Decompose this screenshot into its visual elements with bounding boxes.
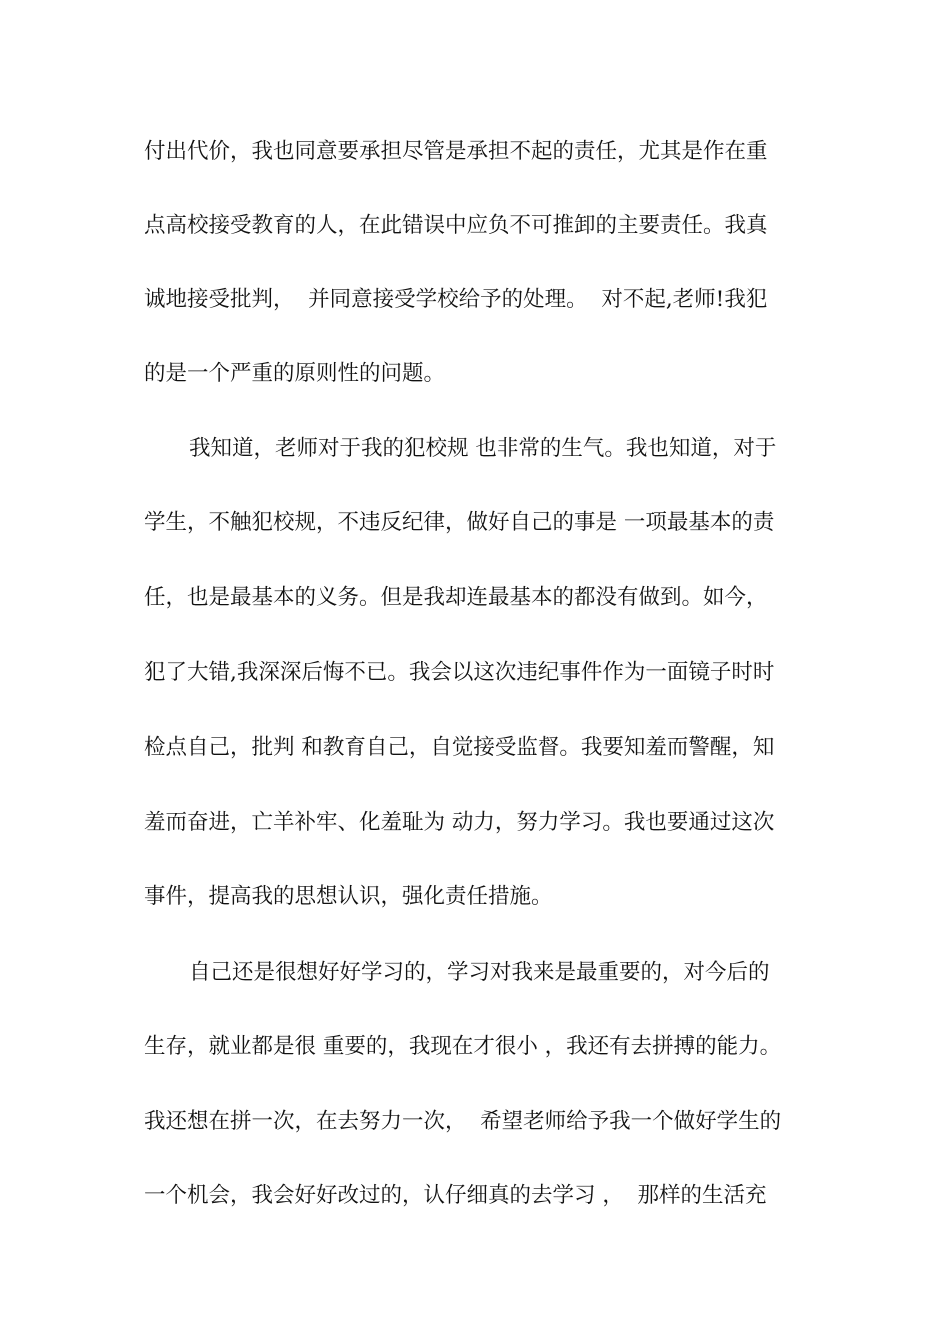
text-line: 点高校接受教育的人，在此错误中应负不可推卸的主要责任。我真 <box>144 213 768 238</box>
text-line: 一个机会，我会好好改过的，认仔细真的去学习 ， 那样的生活充 <box>144 1183 767 1208</box>
text-line: 生存，就业都是很 重要的，我现在才很小 ，我还有去拼搏的能力。 <box>144 1034 782 1059</box>
text-line: 羞而奋进，亡羊补牢、化羞耻为 动力，努力学习。我也要通过这次 <box>144 810 775 835</box>
text-line: 任，也是最基本的义务。但是我却连最基本的都没有做到。如今， <box>144 585 768 610</box>
text-line: 犯了大错,我深深后悔不已。我会以这次违纪事件作为一面镜子时时 <box>144 660 775 685</box>
paragraph-first-line: 我知道，老师对于我的犯校规 也非常的生气。我也知道，对于 <box>189 436 777 461</box>
text-line: 的是一个严重的原则性的问题。 <box>144 361 446 386</box>
text-line: 诚地接受批判， 并同意接受学校给予的处理。 对不起,老师!我犯 <box>144 287 768 312</box>
text-line: 我还想在拼一次，在去努力一次， 希望老师给予我一个做好学生的 <box>144 1109 782 1134</box>
text-line: 付出代价，我也同意要承担尽管是承担不起的责任，尤其是作在重 <box>144 139 768 164</box>
text-line: 事件，提高我的思想认识，强化责任措施。 <box>144 884 553 909</box>
paragraph-first-line: 自己还是很想好好学习的，学习对我来是最重要的，对今后的 <box>189 960 770 985</box>
text-line: 检点自己，批判 和教育自己，自觉接受监督。我要知羞而警醒，知 <box>144 735 775 760</box>
text-line: 学生，不触犯校规，不违反纪律，做好自己的事是 一项最基本的责 <box>144 510 775 535</box>
